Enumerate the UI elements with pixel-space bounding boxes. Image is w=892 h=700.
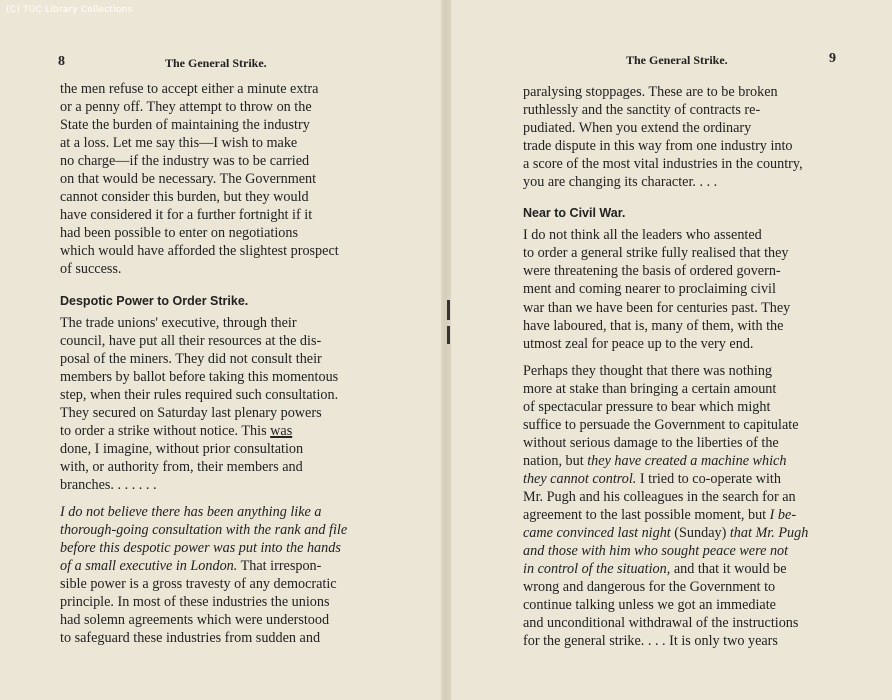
text-line	[523, 560, 808, 578]
text-line: ruthlessly and the sanctity of contracts re-	[523, 102, 761, 119]
text-line: war than we have been for centuries past. They	[523, 299, 791, 316]
italic-text: that Mr. Pugh	[729, 525, 809, 542]
text-line: to order a general strike fully realised that they	[523, 245, 789, 262]
text-line: with, or authority from, their members and	[60, 458, 303, 475]
text-line: The trade unions' executive, through their	[60, 314, 297, 331]
text-line: a score of the most vital industries in the country,	[523, 156, 803, 173]
text-line: at a loss. Let me say this—I wish to make	[60, 135, 298, 152]
text-line: done, I imagine, without prior consultation	[60, 440, 304, 457]
text-line: cannot consider this burden, but they would	[60, 189, 309, 206]
left-running-head: The General Strike.	[165, 56, 267, 70]
italic-text: before this despotic power was put into the hands	[60, 540, 341, 557]
left-page-text	[60, 80, 347, 647]
text-fragment: (Sunday)	[670, 525, 730, 542]
text-line	[523, 542, 808, 560]
right-paragraph-perhaps	[523, 362, 808, 651]
text-line: State the burden of maintaining the industry	[60, 117, 310, 134]
text-fragment: That irrespon-	[237, 558, 322, 575]
text-line: without serious damage to the liberties of the	[523, 434, 779, 451]
text-line: They secured on Saturday last plenary powers	[60, 404, 322, 421]
text-line: or a penny off. They attempt to throw on the	[60, 99, 312, 116]
left-paragraph-italic-quote	[60, 503, 347, 647]
text-fragment: and that it would be	[670, 561, 787, 578]
text-line: trade dispute in this way from one industry into	[523, 138, 793, 155]
text-line: principle. In most of these industries the unions	[60, 594, 330, 611]
left-page-number: 8	[58, 54, 65, 69]
right-page-number: 9	[829, 51, 836, 66]
watermark: (C) TUC Library Collections	[6, 5, 133, 15]
text-line	[60, 521, 347, 539]
italic-text: of a small executive in London.	[60, 558, 238, 575]
text-line: you are changing its character. . . .	[523, 174, 718, 191]
italic-text: thorough-going consultation with the rank and file	[60, 522, 348, 539]
text-fragment: agreement to the last possible moment, but	[523, 507, 770, 524]
text-line: step, when their rules required such consultation.	[60, 386, 339, 403]
text-line: Mr. Pugh and his colleagues in the search for an	[523, 488, 796, 505]
left-paragraph-continued	[60, 80, 347, 279]
text-line: on that would be necessary. The Government	[60, 171, 317, 188]
text-line: of spectacular pressure to bear which might	[523, 398, 771, 415]
text-line: members by ballot before taking this momentous	[60, 368, 339, 385]
text-line: had solemn agreements which were understood	[60, 612, 330, 629]
left-paragraph-trade-unions	[60, 314, 347, 494]
text-line: I do not think all the leaders who assented	[523, 227, 762, 244]
text-fragment: to order a strike without notice. This	[60, 422, 267, 439]
text-line: paralysing stoppages. These are to be broken	[523, 84, 778, 100]
text-line: Perhaps they thought that there was nothing	[523, 362, 773, 379]
text-line	[60, 557, 347, 575]
text-line: had been possible to enter on negotiations	[60, 225, 298, 242]
spine-mark-lower	[447, 326, 450, 344]
italic-text: I do not believe there has been anything like a	[60, 504, 322, 521]
text-line: pudiated. When you extend the ordinary	[523, 120, 752, 137]
underlined-word: was	[270, 422, 293, 439]
italic-text: and those with him who sought peace were not	[523, 543, 789, 560]
text-line: of success.	[60, 261, 122, 278]
text-line	[523, 524, 808, 542]
text-line: posal of the miners. They did not consult their	[60, 350, 322, 367]
text-fragment: nation, but	[523, 452, 588, 469]
text-line: council, have put all their resources at the dis-	[60, 332, 322, 349]
text-line	[523, 452, 808, 470]
text-line	[60, 503, 347, 521]
subheading-civil-war: Near to Civil War.	[523, 206, 626, 221]
text-line: suffice to persuade the Government to capitulate	[523, 416, 799, 433]
text-line: have laboured, that is, many of them, with the	[523, 317, 784, 334]
text-line: branches. . . . . . .	[60, 476, 157, 493]
text-line: ment and coming nearer to proclaiming civil	[523, 281, 776, 298]
right-running-head: The General Strike.	[626, 53, 728, 67]
italic-text: I be-	[769, 507, 797, 524]
text-fragment: I tried to co-operate with	[636, 470, 781, 487]
right-paragraph-leaders	[523, 226, 808, 352]
text-line: were threatening the basis of ordered govern-	[523, 263, 781, 280]
text-line: and unconditional withdrawal of the instructions	[523, 615, 799, 632]
italic-text: in control of the situation,	[523, 561, 671, 578]
spine-mark-upper	[447, 300, 450, 320]
text-line: the men refuse to accept either a minute extra	[60, 81, 319, 97]
text-line	[60, 539, 347, 557]
text-line: more at stake than bringing a certain amount	[523, 380, 777, 397]
text-line: have considered it for a further fortnight if it	[60, 207, 313, 224]
subheading-despotic-power: Despotic Power to Order Strike.	[60, 293, 249, 308]
text-line	[60, 422, 347, 440]
text-line: to safeguard these industries from sudden and	[60, 630, 321, 647]
text-line: utmost zeal for peace up to the very end.	[523, 335, 754, 352]
text-line	[523, 506, 808, 524]
italic-text: they cannot control.	[523, 470, 637, 487]
italic-text: they have created a machine which	[587, 452, 787, 469]
book-spine	[441, 0, 451, 700]
italic-text: came convinced last night	[523, 525, 671, 542]
text-line: no charge—if the industry was to be carried	[60, 153, 310, 170]
text-line: sible power is a gross travesty of any democratic	[60, 576, 337, 593]
text-line: wrong and dangerous for the Government to	[523, 579, 776, 596]
text-line: continue talking unless we got an immediate	[523, 597, 776, 614]
text-line	[523, 470, 808, 488]
text-line: which would have afforded the slightest prospect	[60, 243, 339, 260]
right-page-text	[523, 83, 808, 650]
text-line: for the general strike. . . . It is only two years	[523, 633, 778, 650]
right-paragraph-continued	[523, 83, 808, 191]
